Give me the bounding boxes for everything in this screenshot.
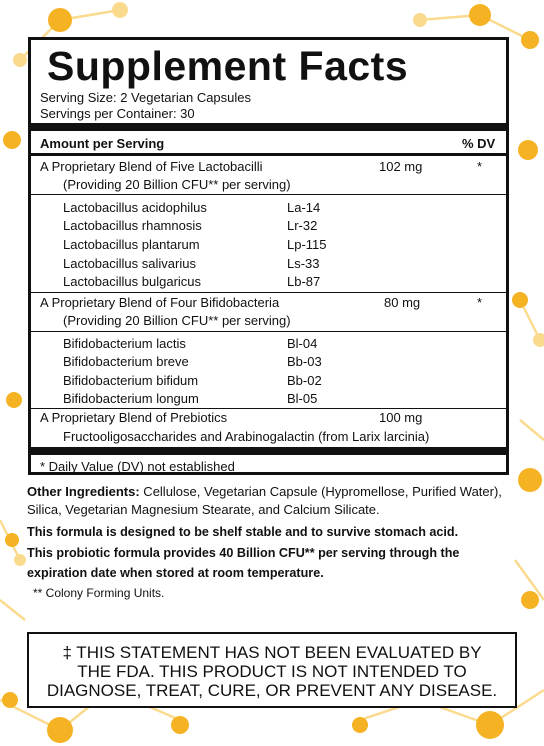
disclaimer-line: ‡ THIS STATEMENT HAS NOT BEEN EVALUATED BY bbox=[62, 643, 482, 662]
thick-divider bbox=[31, 123, 506, 131]
ingredient-strain: Bb-02 bbox=[287, 373, 322, 388]
thick-divider bbox=[31, 447, 506, 455]
ingredient-name: Bifidobacterium breve bbox=[63, 354, 189, 369]
blend-lactobacilli-amount: 102 mg bbox=[379, 159, 423, 174]
row-divider bbox=[31, 408, 506, 409]
stability-statement: This formula is designed to be shelf stable and to survive stomach acid. bbox=[27, 525, 459, 539]
blend-lactobacilli-dv: * bbox=[477, 159, 483, 174]
cfu-statement: This probiotic formula provides 40 Billion CFU** per serving through the expiration date when stored at room temperature. bbox=[27, 546, 460, 580]
page-title: Supplement Facts bbox=[47, 43, 409, 89]
blend-bifidobacteria-dv: * bbox=[477, 295, 483, 310]
servings-per-container: Servings per Container: 30 bbox=[40, 106, 195, 121]
ingredient-strain: Lp-115 bbox=[287, 237, 327, 252]
cfu-footnote: ** Colony Forming Units. bbox=[33, 586, 165, 600]
ingredient-strain: Bb-03 bbox=[287, 354, 322, 369]
serving-size: Serving Size: 2 Vegetarian Capsules bbox=[40, 90, 252, 105]
header-divider bbox=[31, 153, 506, 156]
ingredient-name: Lactobacillus plantarum bbox=[63, 237, 200, 252]
ingredient-name: Bifidobacterium lactis bbox=[63, 336, 186, 351]
daily-value-header: % DV bbox=[462, 136, 496, 151]
disclaimer-line: THE FDA. THIS PRODUCT IS NOT INTENDED TO bbox=[77, 662, 467, 681]
other-ingredients bbox=[27, 483, 517, 519]
ingredient-name: Lactobacillus acidophilus bbox=[63, 200, 207, 215]
ingredient-strain: Lr-32 bbox=[287, 218, 318, 233]
row-divider bbox=[31, 292, 506, 293]
blend-prebiotics-amount: 100 mg bbox=[379, 410, 423, 425]
ingredient-strain: Bl-05 bbox=[287, 391, 318, 406]
ingredient-name: Bifidobacterium bifidum bbox=[63, 373, 199, 388]
blend-prebiotics-detail: Fructooligosaccharides and Arabinogalactin (from Larix larcinia) bbox=[63, 429, 430, 444]
amount-per-serving-header: Amount per Serving bbox=[40, 136, 165, 151]
dv-footnote: * Daily Value (DV) not established bbox=[40, 459, 235, 474]
ingredient-name: Lactobacillus bulgaricus bbox=[63, 274, 202, 289]
disclaimer-line: DIAGNOSE, TREAT, CURE, OR PREVENT ANY DISEASE. bbox=[46, 681, 498, 700]
other-ingredients-label: Other Ingredients: bbox=[27, 484, 140, 499]
ingredient-name: Bifidobacterium longum bbox=[63, 391, 199, 406]
other-ingredients-text: Cellulose, Vegetarian Capsule (Hypromellose, Purified Water), Silica, Vegetarian Magnesium Stearate, and Calcium Silicate. bbox=[27, 484, 502, 517]
blend-prebiotics-name: A Proprietary Blend of Prebiotics bbox=[40, 410, 228, 425]
ingredient-strain: Lb-87 bbox=[287, 274, 321, 289]
blend-lactobacilli-note: (Providing 20 Billion CFU** per serving) bbox=[63, 177, 291, 192]
blend-bifidobacteria-name: A Proprietary Blend of Four Bifidobacteria bbox=[40, 295, 280, 310]
ingredient-name: Lactobacillus rhamnosis bbox=[63, 218, 202, 233]
blend-bifidobacteria-note: (Providing 20 Billion CFU** per serving) bbox=[63, 313, 291, 328]
blend-lactobacilli-name: A Proprietary Blend of Five Lactobacilli bbox=[40, 159, 263, 174]
ingredient-strain: Bl-04 bbox=[287, 336, 318, 351]
row-divider bbox=[31, 331, 506, 332]
ingredient-strain: Ls-33 bbox=[287, 256, 320, 271]
blend-bifidobacteria-amount: 80 mg bbox=[384, 295, 421, 310]
ingredient-strain: La-14 bbox=[287, 200, 321, 215]
fda-disclaimer-box bbox=[27, 632, 517, 708]
row-divider bbox=[31, 194, 506, 195]
ingredient-name: Lactobacillus salivarius bbox=[63, 256, 196, 271]
